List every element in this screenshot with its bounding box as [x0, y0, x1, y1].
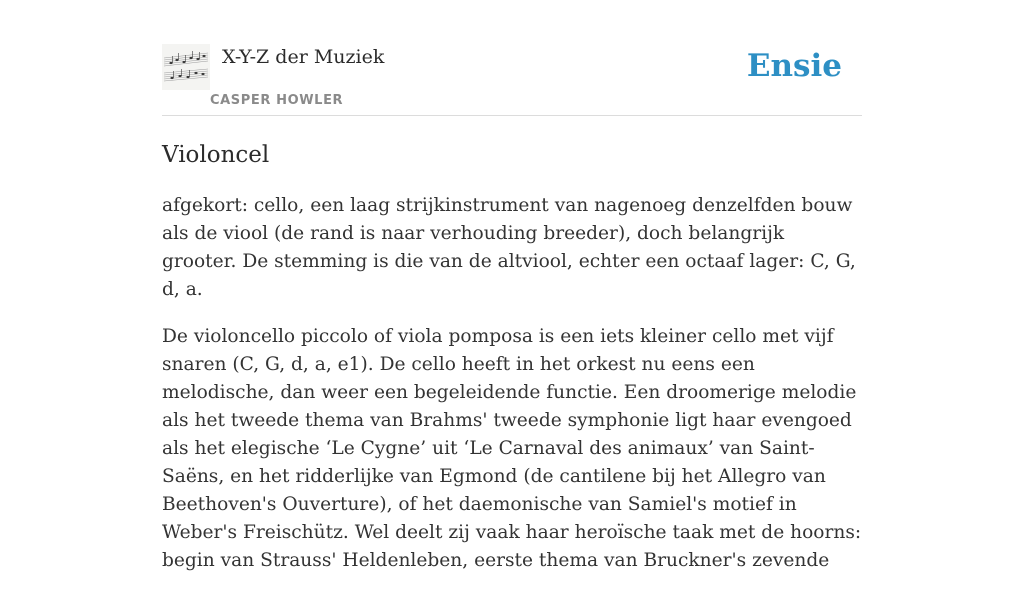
- brand-logo[interactable]: Ensie: [746, 48, 842, 84]
- author-name: CASPER HOWLER: [210, 93, 344, 108]
- entry-title: Violoncel: [162, 142, 270, 168]
- page-header: [162, 0, 862, 116]
- paragraph: afgekort: cello, een laag strijkinstrument van nagenoeg denzelfden bouw als de viool (de rand is naar verhouding breeder), doch belangrijk grooter. De stemming is die van de altviool, echter een octaaf lager: C, G, d, a.: [162, 195, 856, 300]
- sheet-music-thumbnail[interactable]: [162, 44, 210, 90]
- paragraph: De violoncello piccolo of viola pomposa is een iets kleiner cello met vijf snaren (C, G, d, a, e1). De cello heeft in het orkest nu eens een melodische, dan weer een begeleidende functie. Een droomerige melodie als het tweede thema van Brahms' tweede symphonie ligt haar evengoed als het elegische ‘Le Cygne’ uit ‘Le Carnaval des animaux’ van Saint-Saëns, en het ridderlijke van Egmond (de cantilene bij het Allegro van Beethoven's Ouverture), of het daemonische van Samiel's motief in Weber's Freischütz. Wel deelt zij vaak haar heroïsche taak met de hoorns: begin van Strauss' Heldenleben, eerste thema van Bruckner's zevende: [162, 326, 862, 571]
- book-title-link[interactable]: X-Y-Z der Muziek: [222, 46, 385, 68]
- entry-body: [162, 192, 864, 594]
